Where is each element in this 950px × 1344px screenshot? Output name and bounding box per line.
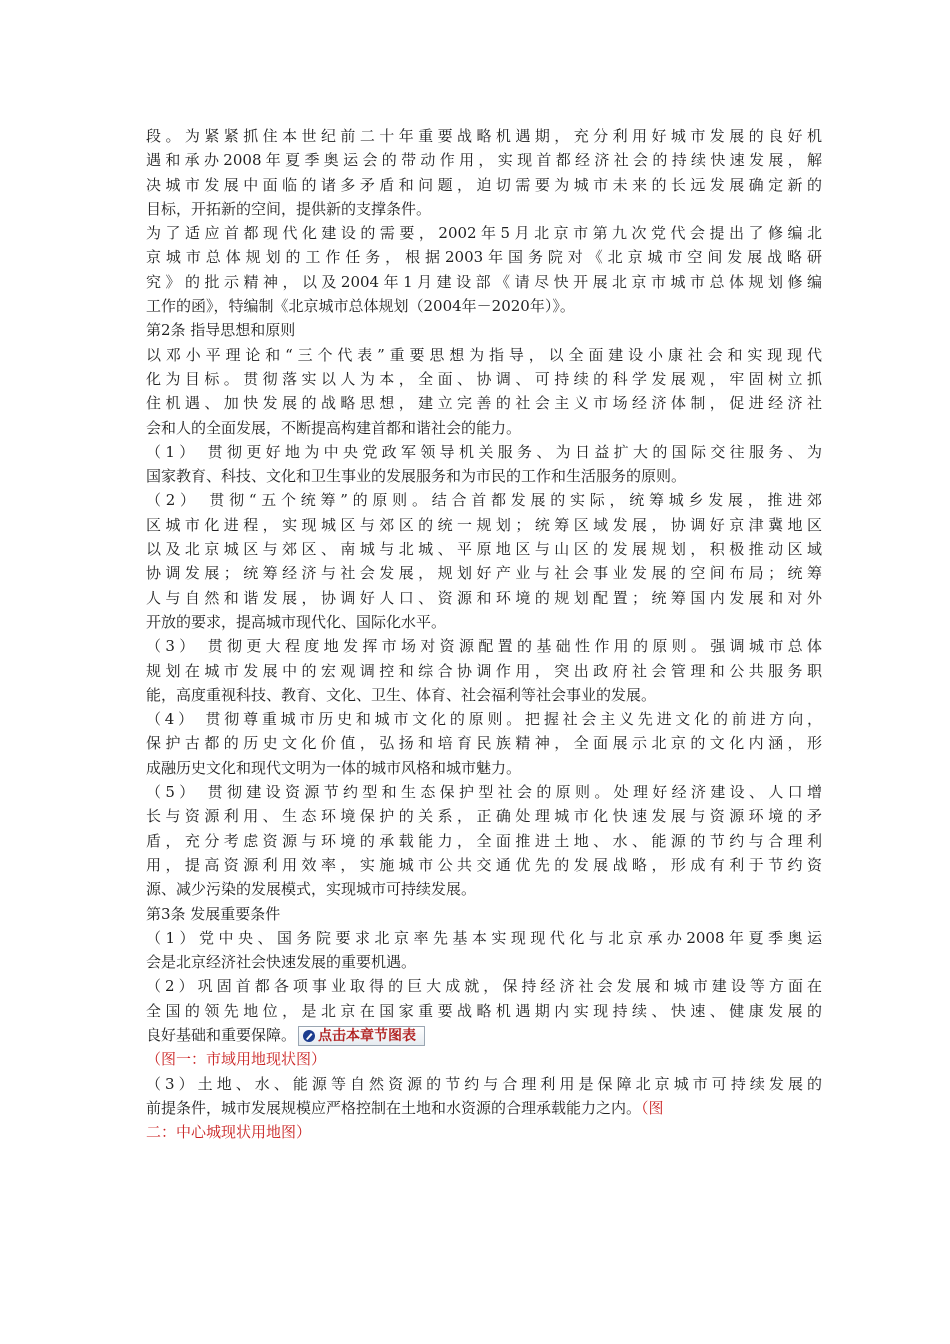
text-line: 成融历史文化和现代文明为一体的城市风格和城市魅力。 <box>146 758 522 777</box>
text-line: 京城市总体规划的工作任务，根据2003年国务院对《北京城市空间发展战略研 <box>146 248 822 267</box>
text-line: 良好基础和重要保障。 点击本章节图表 <box>146 1023 822 1047</box>
text-line: （1）党中央、国务院要求北京率先基本实现现代化与北京承办2008年夏季奥运 <box>146 928 822 947</box>
text-line: （2） 贯彻“五个统筹”的原则。结合首都发展的实际，统筹城乡发展，推进郊 <box>146 491 822 510</box>
text-line: 长与资源利用、生态环境保护的关系，正确处理城市化快速发展与资源环境的矛 <box>146 807 822 826</box>
text-line: 化为目标。贯彻落实以人为本，全面、协调、可持续的科学发展观，牢固树立抓 <box>146 369 822 388</box>
text-line: 以及北京城区与郊区、南城与北城、平原地区与山区的发展规划，积极推动区域 <box>146 540 822 559</box>
figure1-link[interactable]: （图一：市域用地现状图） <box>146 1050 327 1069</box>
text-line: 第2条 指导思想和原则 <box>146 321 296 340</box>
text-line: 人与自然和谐发展，协调好人口、资源和环境的规划配置；统筹国内发展和对外 <box>146 588 822 607</box>
text-line: 区城市化进程，实现城区与郊区的统一规划；统筹区域发展，协调好京津冀地区 <box>146 515 822 534</box>
text-line: 用，提高资源利用效率，实施城市公共交通优先的发展战略，形成有利于节约资 <box>146 855 822 874</box>
text-line: （3）土地、水、能源等自然资源的节约与合理利用是保障北京城市可持续发展的 <box>146 1074 822 1093</box>
text-line: 协调发展；统筹经济与社会发展，规划好产业与社会事业发展的空间布局；统筹 <box>146 564 822 583</box>
text-line: 决城市发展中面临的诸多矛盾和问题，迫切需要为城市未来的长远发展确定新的 <box>146 175 822 194</box>
text-line: 工作的函》，特编制《北京城市总体规划（2004年－2020年）》。 <box>146 297 575 316</box>
pen-icon <box>302 1029 316 1043</box>
text-line: （1） 贯彻更好地为中央党政军领导机关服务、为日益扩大的国际交往服务、为 <box>146 442 822 461</box>
text-line: 段。为紧紧抓住本世纪前二十年重要战略机遇期，充分利用好城市发展的良好机 <box>146 127 822 145</box>
text-line: 以邓小平理论和“三个代表”重要思想为指导，以全面建设小康社会和实现现代 <box>146 345 822 364</box>
text-line: （3） 贯彻更大程度地发挥市场对资源配置的基础性作用的原则。强调城市总体 <box>146 637 822 656</box>
text-line: （5） 贯彻建设资源节约型和生态保护型社会的原则。处理好经济建设、人口增 <box>146 783 822 802</box>
text-line: 全国的领先地位，是北京在国家重要战略机遇期内实现持续、快速、健康发展的 <box>146 1001 822 1020</box>
text-line: 第3条 发展重要条件 <box>146 904 281 923</box>
text-line: （2）巩固首都各项事业取得的巨大成就，保持经济社会发展和城市建设等方面在 <box>146 977 822 996</box>
text-line: 住机遇、加快发展的战略思想，建立完善的社会主义市场经济体制，促进经济社 <box>146 394 822 413</box>
figure2-link-part1[interactable]: （图 <box>641 1098 664 1117</box>
text-line: 源、减少污染的发展模式，实现城市可持续发展。 <box>146 880 477 899</box>
text-line: 能，高度重视科技、教育、文化、卫生、体育、社会福利等社会事业的发展。 <box>146 685 657 704</box>
chart-link-button[interactable] <box>298 1026 425 1046</box>
chart-link-label: 点击本章节图表 <box>318 1027 417 1044</box>
text-line: 遇和承办2008年夏季奥运会的带动作用，实现首都经济社会的持续快速发展，解 <box>146 151 822 170</box>
figure2-link-part2[interactable]: 二：中心城现状用地图） <box>146 1123 312 1142</box>
text-line: 国家教育、科技、文化和卫生事业的发展服务和为市民的工作和生活服务的原则。 <box>146 467 687 486</box>
text-line: 盾，充分考虑资源与环境的承载能力，全面推进土地、水、能源的节约与合理利 <box>146 831 822 850</box>
text-line: 前提条件，城市发展规模应严格控制在土地和水资源的合理承载能力之内。（图 <box>146 1098 664 1117</box>
text-line: 会是北京经济社会快速发展的重要机遇。 <box>146 953 417 972</box>
text-line: 目标，开拓新的空间，提供新的支撑条件。 <box>146 199 432 218</box>
text-line: 保护古都的历史文化价值，弘扬和培育民族精神，全面展示北京的文化内涵，形 <box>146 734 822 753</box>
text-line: 究》的批示精神，以及2004年1月建设部《请尽快开展北京市城市总体规划修编 <box>146 272 822 291</box>
body-text <box>146 124 822 1023</box>
text-line: 会和人的全面发展，不断提高构建首都和谐社会的能力。 <box>146 418 522 437</box>
text-line: （4） 贯彻尊重城市历史和城市文化的原则。把握社会主义先进文化的前进方向， <box>146 710 822 729</box>
text-line: 为了适应首都现代化建设的需要，2002年5月北京市第九次党代会提出了修编北 <box>146 224 822 243</box>
text-line: 规划在城市发展中的宏观调控和综合协调作用，突出政府社会管理和公共服务职 <box>146 661 822 680</box>
document-body <box>146 124 822 1144</box>
text-line: 开放的要求，提高城市现代化、国际化水平。 <box>146 612 447 631</box>
